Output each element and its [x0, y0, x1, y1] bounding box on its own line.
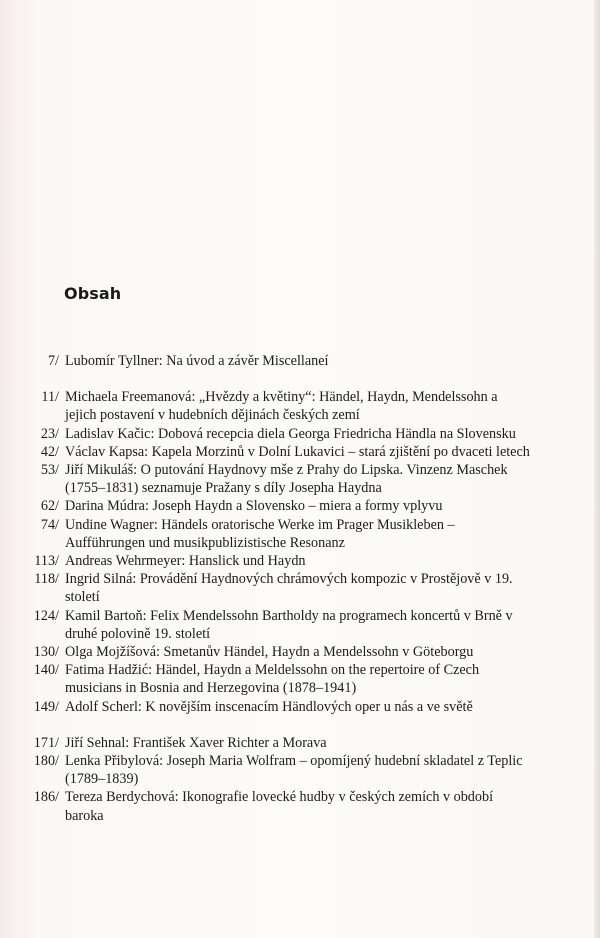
page-title: Obsah: [64, 284, 122, 303]
toc-entry: [0, 388, 600, 424]
toc-page-number: 23/: [40, 425, 59, 442]
toc-entry: [0, 643, 600, 661]
toc-page-number: 186/: [33, 789, 59, 806]
section-gap: [0, 370, 600, 388]
toc-page-number: 113/: [34, 553, 59, 570]
toc-entry-title: Darina Múdra: Joseph Haydn a Slovensko – miera a formy vplyvu: [65, 498, 443, 515]
toc-page-number: 124/: [33, 607, 59, 624]
toc-entry: [0, 607, 600, 643]
toc-entry: [0, 734, 600, 752]
toc-page-number: 42/: [40, 443, 59, 460]
toc-entry: [0, 516, 600, 552]
toc-entry-title: Jiří Sehnal: František Xaver Richter a Morava: [65, 734, 327, 751]
toc-entry: [0, 698, 600, 716]
toc-page-number: 140/: [33, 662, 59, 679]
toc-page-number: 149/: [33, 698, 59, 715]
toc-page-number: 180/: [33, 753, 59, 770]
toc-entry: [0, 425, 600, 443]
toc-entry: [0, 661, 600, 697]
toc-entry-title: Adolf Scherl: K novějším inscenacím Händlových oper u nás a ve světě: [65, 698, 473, 715]
toc-entry: [0, 788, 600, 824]
toc-page-number: 62/: [40, 498, 59, 515]
toc-page-number: 11/: [41, 389, 59, 406]
toc-entry: [0, 443, 600, 461]
toc-page-number: 53/: [40, 462, 59, 479]
toc-entry-title: Andreas Wehrmeyer: Hanslick und Haydn: [65, 553, 306, 570]
toc-entry-title: Václav Kapsa: Kapela Morzinů v Dolní Lukavici – stará zjištění po dvaceti letech: [65, 443, 530, 460]
toc-entry: [0, 570, 600, 606]
toc-page-number: 74/: [40, 516, 59, 533]
toc-entry-title: Michaela Freemanová: „Hvězdy a květiny“: Händel, Haydn, Mendelssohn a jejich postavení v hudebních dějinách českých zemí: [65, 389, 498, 424]
toc-entry-title: Fatima Hadžić: Händel, Haydn a Meldelssohn on the repertoire of Czech musicians in Bosnia and Herzegovina (1878–1941): [65, 662, 480, 697]
toc-entry-title: Lubomír Tyllner: Na úvod a závěr Miscellaneí: [65, 353, 329, 369]
section-gap: [0, 716, 600, 734]
toc-entry-title: Undine Wagner: Händels oratorische Werke im Prager Musikleben – Aufführungen und musikpublizistische Resonanz: [65, 516, 455, 551]
toc-page-number: 130/: [33, 644, 59, 661]
toc-entry-title: Lenka Přibylová: Joseph Maria Wolfram – opomíjený hudební skladatel z Teplic (1789–1839): [65, 753, 523, 788]
toc-entry: [0, 352, 600, 370]
toc-entry-title: Kamil Bartoň: Felix Mendelssohn Bartholdy na programech koncertů v Brně v druhé polovině 19. století: [65, 607, 513, 642]
toc-page-number: 118/: [34, 571, 59, 588]
toc-entry: [0, 497, 600, 515]
toc-entry-title: Ladislav Kačic: Dobová recepcia diela Georga Friedricha Händla na Slovensku: [65, 425, 516, 442]
toc-page-number: 171/: [33, 734, 59, 751]
toc-entry-title: Ingrid Silná: Provádění Haydnových chrámových kompozic v Prostějově v 19. století: [65, 571, 513, 606]
toc-entry-title: Tereza Berdychová: Ikonografie lovecké hudby v českých zemích v období baroka: [65, 789, 494, 824]
table-of-contents: [0, 352, 600, 825]
toc-entry: [0, 461, 600, 497]
toc-page-number: 7/: [47, 353, 59, 369]
toc-entry-title: Jiří Mikuláš: O putování Haydnovy mše z Prahy do Lipska. Vinzenz Maschek (1755–1831) seznamuje Pražany s díly Josepha Haydna: [65, 462, 508, 497]
toc-entry-title: Olga Mojžíšová: Smetanův Händel, Haydn a Mendelssohn v Göteborgu: [65, 644, 474, 661]
toc-entry: [0, 752, 600, 788]
toc-entry: [0, 552, 600, 570]
